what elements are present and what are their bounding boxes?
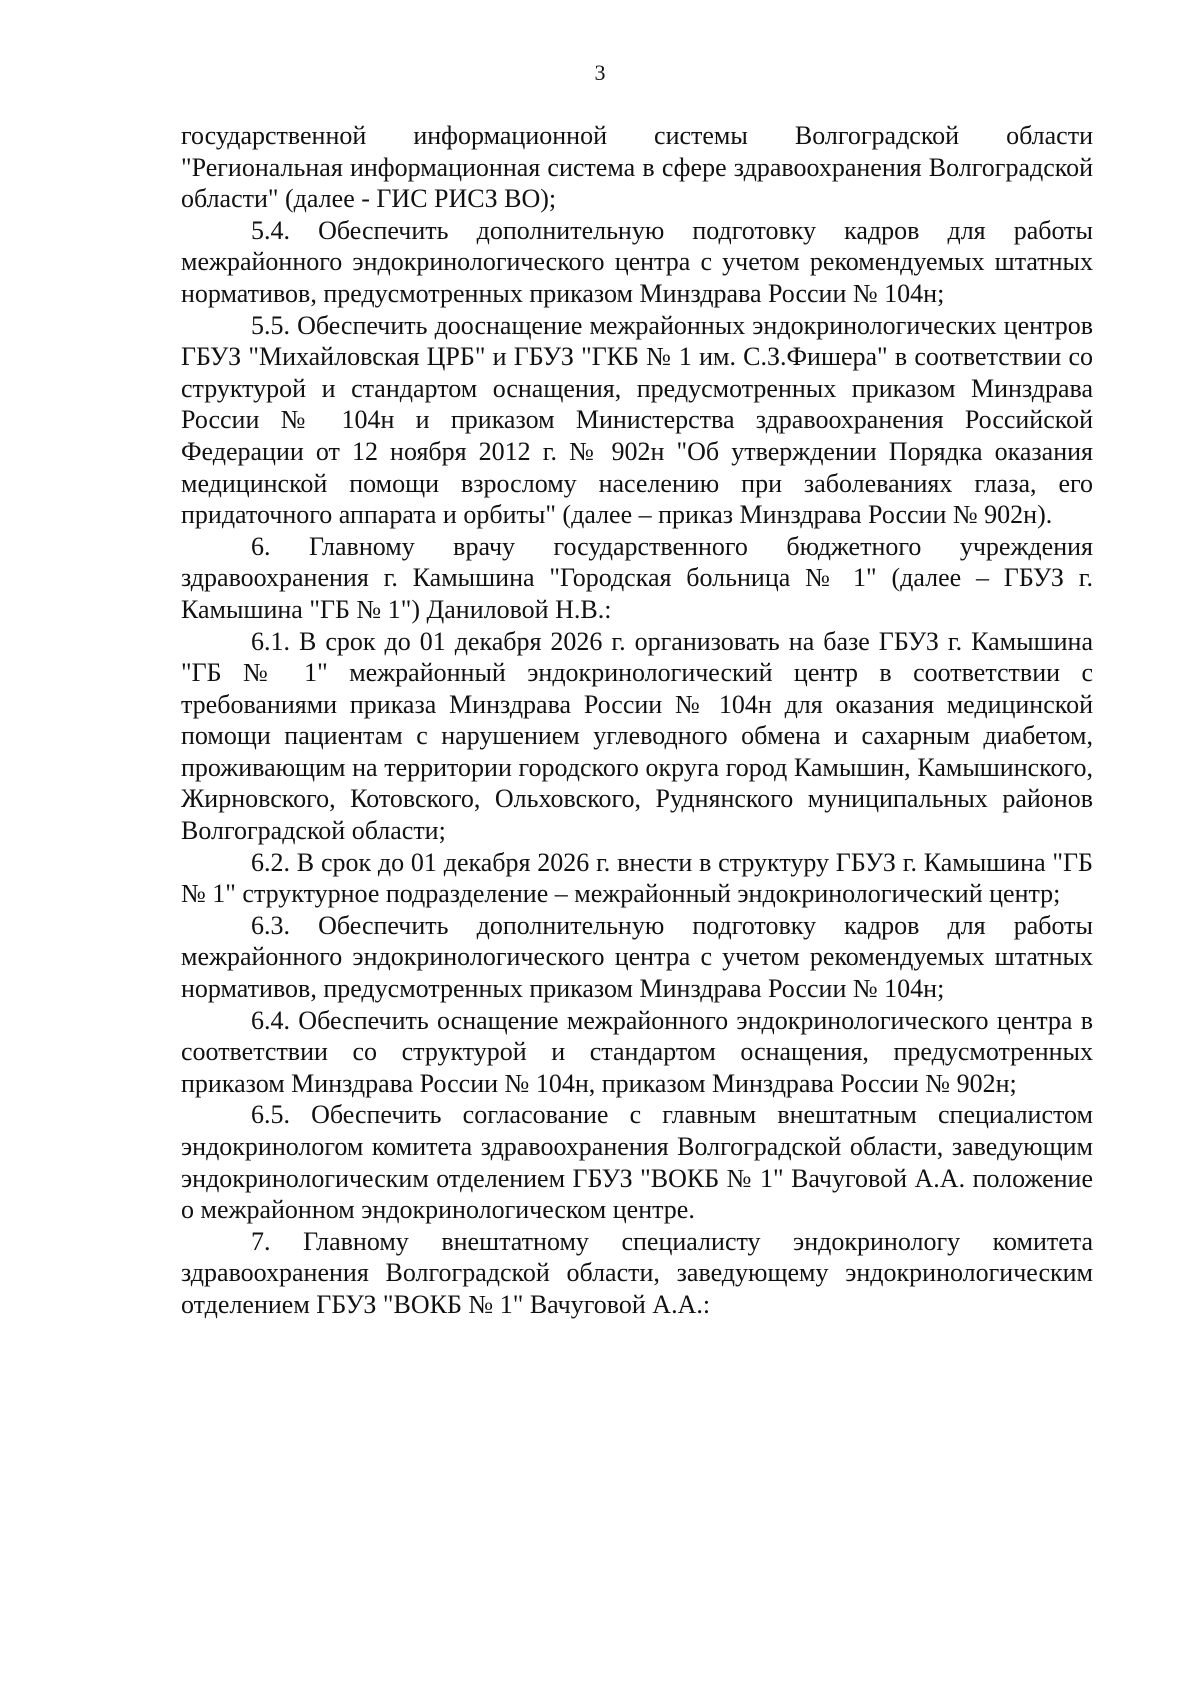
page-number: 3 [594, 60, 606, 85]
paragraph-continuation-gis: государственной информационной системы Волгоградской области "Региональная информационная система в сфере здравоохранения Волгоградской области" (далее - ГИС РИСЗ ВО); [181, 121, 1093, 214]
paragraph-6-5: 6.5. Обеспечить согласование с главным внештатным специалистом эндокринологом комитета здравоохранения Волгоградской области, заведующим эндокринологическим отделением ГБУЗ "ВОКБ № 1" Вачуговой А.А. положение о межрайонном эндокринологическом центре. [181, 1100, 1093, 1225]
paragraph-7: 7. Главному внештатному специалисту эндокринологу комитета здравоохранения Волгоградской области, заведующему эндокринологическим отделением ГБУЗ "ВОКБ № 1" Вачуговой А.А.: [181, 1226, 1093, 1319]
paragraph-5-4: 5.4. Обеспечить дополнительную подготовку кадров для работы межрайонного эндокринологического центра с учетом рекомендуемых штатных нормативов, предусмотренных приказом Минздрава России № 104н; [181, 215, 1093, 308]
paragraph-5-5: 5.5. Обеспечить дооснащение межрайонных эндокринологических центров ГБУЗ "Михайловская ЦРБ" и ГБУЗ "ГКБ № 1 им. С.З.Фишера" в соответствии со структурой и стандартом оснащения, предусмотренных приказом Минздрава России № 104н и приказом Министерства здравоохранения Российской Федерации от 12 ноября 2012 г. № 902н "Об утверждении Порядка оказания медицинской помощи взрослому населению при заболеваниях глаза, его придаточного аппарата и орбиты" (далее – приказ Минздрава России № 902н). [181, 310, 1093, 530]
paragraph-6-3: 6.3. Обеспечить дополнительную подготовку кадров для работы межрайонного эндокринологического центра с учетом рекомендуемых штатных нормативов, предусмотренных приказом Минздрава России № 104н; [181, 910, 1093, 1004]
document-body [181, 120, 1093, 1321]
paragraph-6-1: 6.1. В срок до 01 декабря 2026 г. организовать на базе ГБУЗ г. Камышина "ГБ № 1" межрайонный эндокринологический центр в соответствии с требованиями приказа Минздрава России № 104н для оказания медицинской помощи пациентам с нарушением углеводного обмена и сахарным диабетом, проживающим на территории городского округа город Камышин, Камышинского, Жирновского, Котовского, Ольховского, Руднянского муниципальных районов Волгоградской области; [181, 626, 1093, 846]
paragraph-6-2: 6.2. В срок до 01 декабря 2026 г. внести в структуру ГБУЗ г. Камышина "ГБ № 1" структурное подразделение – межрайонный эндокринологический центр; [181, 847, 1093, 909]
paragraph-6-4: 6.4. Обеспечить оснащение межрайонного эндокринологического центра в соответствии со структурой и стандартом оснащения, предусмотренных приказом Минздрава России № 104н, приказом Минздрава России № 902н; [181, 1005, 1093, 1098]
paragraph-6: 6. Главному врачу государственного бюджетного учреждения здравоохранения г. Камышина "Городская больница № 1" (далее – ГБУЗ г. Камышина "ГБ № 1") Даниловой Н.В.: [181, 531, 1093, 624]
